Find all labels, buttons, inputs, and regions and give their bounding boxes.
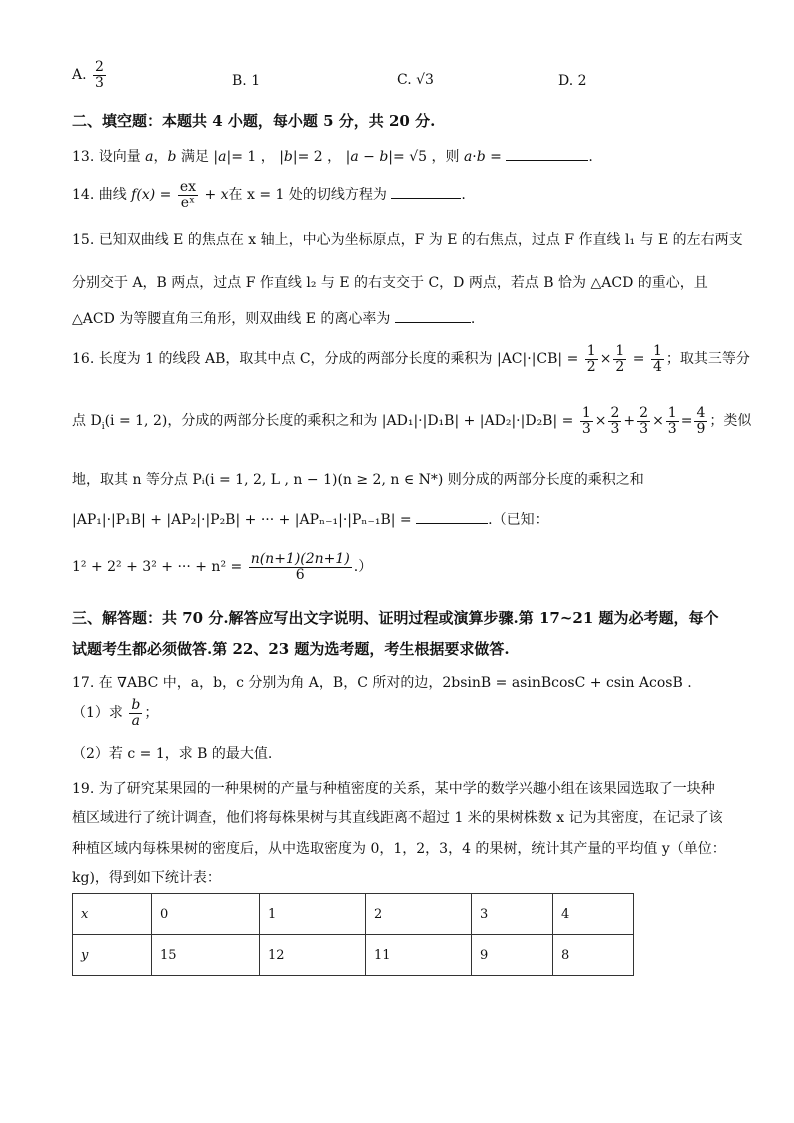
- q15-line3: [72, 308, 475, 328]
- q17-p1-post: ；: [144, 705, 159, 722]
- table-row: [73, 935, 634, 976]
- q16-l2-f4n: 1: [667, 405, 677, 421]
- q14-function: f(x) =: [131, 187, 172, 204]
- q16-l2-f2n: 2: [610, 405, 620, 421]
- q13-eq3: = √5 ，则: [393, 149, 460, 165]
- table-cell: 0: [152, 894, 260, 935]
- option-a-label: A.: [72, 67, 87, 84]
- q15-tail: .: [470, 311, 476, 327]
- vector-b: b: [167, 149, 177, 165]
- q16-l2-resd: 9: [696, 420, 706, 437]
- q15-answer-blank[interactable]: [395, 322, 471, 323]
- q16-l1-pre: 16. 长度为 1 的线段 AB，取其中点 C，分成的两部分长度的乘积为 |AC|·|CB| =: [72, 351, 579, 368]
- q13-eq1: = 1 ，: [231, 149, 275, 165]
- table-cell: 9: [472, 935, 553, 976]
- q16-l2-resn: 4: [696, 405, 706, 421]
- option-a-denominator: 3: [95, 74, 104, 91]
- q13-prefix: 设向量: [98, 149, 141, 165]
- table-cell: 4: [553, 894, 634, 935]
- option-d: D. 2: [558, 73, 587, 89]
- option-b: B. 1: [232, 73, 261, 89]
- q16-l2-times1: ×: [594, 413, 607, 430]
- q16-l1-f1d: 2: [586, 358, 596, 375]
- q17-p1-num: b: [131, 697, 141, 713]
- q16-l2-mid: (i = 1, 2)，分成的两部分长度的乘积之和为 |AD₁|·|D₁B| + |AD₂|·|D₂B| =: [104, 413, 574, 430]
- q14-post: 在 x = 1 处的切线方程为: [228, 187, 387, 204]
- option-a: [72, 60, 108, 90]
- q19-line3: 种植区域内每株果树的密度后，从中选取密度为 0，1，2，3，4 的果树，统计其产量的平均值 y（单位：: [72, 841, 726, 857]
- q16-l2-f4d: 3: [667, 420, 677, 437]
- q16-l2-f1n: 1: [581, 405, 591, 421]
- table-cell: 8: [553, 935, 634, 976]
- q16-l1-times: ×: [599, 351, 612, 368]
- q16-l2-f3n: 2: [639, 405, 649, 421]
- q16-l2-times2: ×: [652, 413, 664, 430]
- q17-part1: [72, 698, 158, 728]
- q16-l5-num: n(n+1)(2n+1): [250, 551, 350, 567]
- table-cell: x: [73, 894, 152, 935]
- q14-tail: .: [461, 187, 466, 204]
- q16-l2-pre: 点 D: [72, 413, 102, 430]
- section3-heading-line1: 三、解答题：共 70 分.解答应写出文字说明、证明过程或演算步骤.第 17~21 题为必考题，每个: [72, 609, 719, 627]
- q16-l1-f3d: 4: [652, 358, 662, 375]
- option-c-value: √3: [416, 72, 434, 88]
- q16-l2-plus: +: [623, 413, 636, 430]
- table-cell: 12: [260, 935, 366, 976]
- q16-line2: [72, 406, 751, 436]
- q16-l1-f2d: 2: [615, 358, 625, 375]
- q16-l1-eq: =: [632, 351, 645, 368]
- vector-a: a: [145, 149, 154, 165]
- option-a-numerator: 2: [95, 59, 104, 75]
- q19-line2: 植区域进行了统计调查，他们将每株果树与其直线距离不超过 1 米的果树株数 x 记为其密度，在记录了该: [72, 810, 723, 826]
- q16-l4-text: |AP₁|·|P₁B| + |AP₂|·|P₂B| + ··· + |APₙ₋₁|·|Pₙ₋₁B| =: [72, 512, 412, 528]
- question-13: 13. 设向量 a，b 满足 |a|= 1 ， |b|= 2 ， |a − b|= √5 ，则 a·b = .: [72, 149, 593, 165]
- option-c-label: C.: [397, 72, 412, 88]
- q16-line4: [72, 509, 549, 529]
- q16-l1-post: ；取其三等分: [665, 351, 750, 368]
- q19-statistics-table: [72, 893, 634, 976]
- table-row: [73, 894, 634, 935]
- q14-plus: + x: [204, 187, 229, 204]
- q17-p1-pre: （1）求: [72, 705, 123, 722]
- table-cell: 1: [260, 894, 366, 935]
- question-14: [72, 180, 466, 210]
- q16-l2-f1d: 3: [581, 420, 591, 437]
- q14-fraction: [178, 180, 198, 210]
- q16-answer-blank[interactable]: [416, 523, 488, 524]
- q16-l2-eq: =: [680, 413, 693, 430]
- q16-l5-pre: 1² + 2² + 3² + ··· + n² =: [72, 559, 243, 576]
- q16-l2-post: ；类似: [709, 413, 752, 430]
- q16-l4-tail: .（已知：: [488, 512, 549, 528]
- table-cell: y: [73, 935, 152, 976]
- q15-line2: 分别交于 A，B 两点，过点 F 作直线 l₂ 与 E 的右支交于 C，D 两点，若点 B 恰为 △ACD 的重心，且: [72, 275, 708, 291]
- table-cell: 2: [366, 894, 472, 935]
- table-cell: 15: [152, 935, 260, 976]
- q19-line1: 19. 为了研究某果园的一种果树的产量与种植密度的关系，某中学的数学兴趣小组在该果园选取了一块种: [72, 781, 715, 797]
- q16-l2-f2d: 3: [610, 420, 620, 437]
- q16-line1: [72, 344, 750, 374]
- q13-answer-blank[interactable]: [506, 160, 588, 161]
- q14-answer-blank[interactable]: [391, 198, 461, 199]
- section2-heading: 二、填空题：本题共 4 小题，每小题 5 分，共 20 分.: [72, 112, 436, 130]
- q16-l2-f3d: 3: [639, 420, 649, 437]
- q16-l1-f3n: 1: [652, 343, 662, 359]
- q14-number: 14.: [72, 187, 95, 204]
- q17-part2: （2）若 c = 1，求 B 的最大值.: [72, 746, 273, 762]
- q14-prefix: 曲线: [98, 187, 127, 204]
- q13-eq2: = 2 ，: [297, 149, 342, 165]
- q16-l5-post: .）: [353, 559, 373, 576]
- q13-tail: .: [588, 149, 593, 165]
- q14-frac-num: ex: [179, 179, 196, 195]
- q17-stem: 17. 在 ∇ABC 中，a，b，c 分别为角 A，B，C 所对的边，2bsinB = asinBcosC + csin AcosB .: [72, 675, 692, 691]
- table-cell: 3: [472, 894, 553, 935]
- q15-line1: 15. 已知双曲线 E 的焦点在 x 轴上，中心为坐标原点，F 为 E 的右焦点，过点 F 作直线 l₁ 与 E 的左右两支: [72, 232, 743, 248]
- q13-condition: 满足: [180, 149, 209, 165]
- q15-line3-text: △ACD 为等腰直角三角形，则双曲线 E 的离心率为: [72, 311, 391, 327]
- q16-line3: 地，取其 n 等分点 Pᵢ(i = 1, 2, L , n − 1)(n ≥ 2, n ∈ N*) 则分成的两部分长度的乘积之和: [72, 472, 644, 488]
- q16-l1-f2n: 1: [615, 343, 625, 359]
- option-c: [397, 72, 434, 88]
- q19-line4: kg)，得到如下统计表：: [72, 870, 221, 886]
- option-a-fraction: [93, 60, 106, 90]
- q13-number: 13.: [72, 149, 95, 165]
- q16-l5-den: 6: [295, 566, 305, 583]
- q17-p1-den: a: [131, 712, 141, 729]
- q14-frac-den: eˣ: [180, 194, 196, 211]
- q16-l2-sub: i: [101, 421, 105, 432]
- q16-line5: [72, 552, 372, 582]
- table-cell: 11: [366, 935, 472, 976]
- section3-heading-line2: 试题考生都必须做答.第 22、23 题为选考题，考生根据要求做答.: [72, 640, 510, 658]
- q16-l1-f1n: 1: [586, 343, 596, 359]
